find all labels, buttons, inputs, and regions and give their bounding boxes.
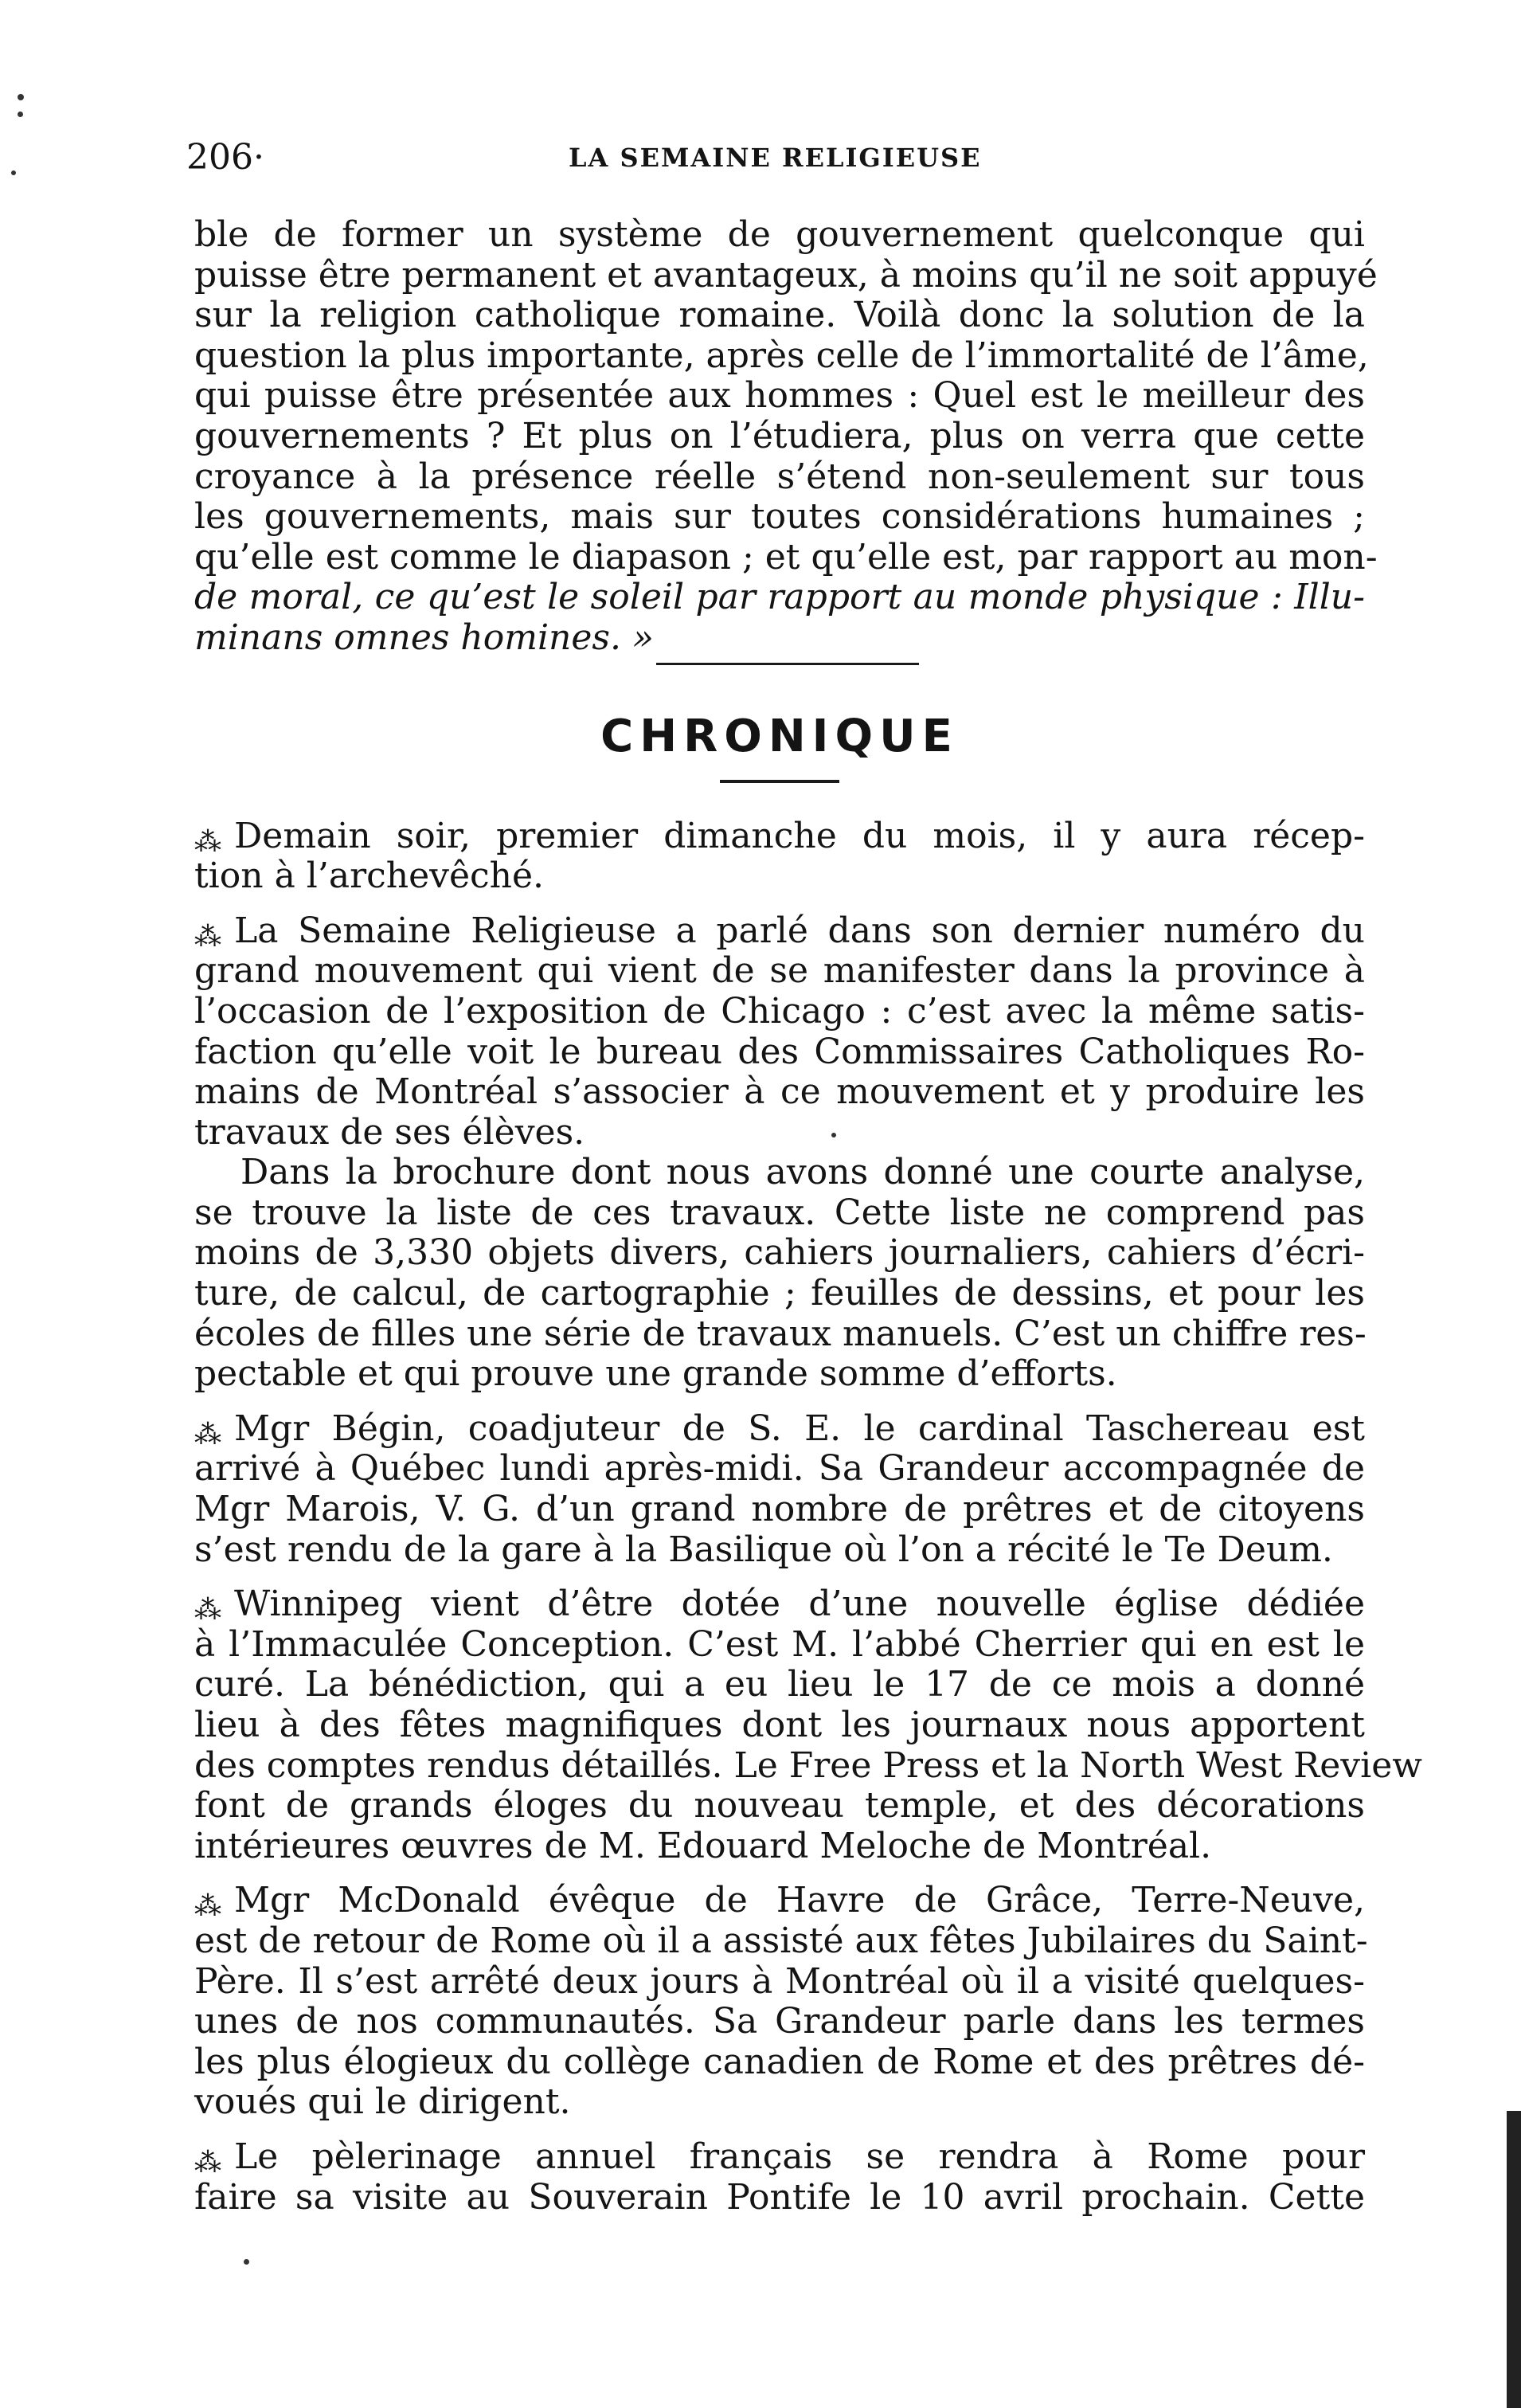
text-line xyxy=(194,816,1365,857)
page-number: 206· xyxy=(186,137,264,178)
running-head xyxy=(186,134,1365,182)
text-line: de moral, ce qu’est le soleil par rapport au monde physique : Illu- xyxy=(194,577,1365,618)
text-line: faire sa visite au Souverain Pontife le 10 avril prochain. Cette xyxy=(194,2176,1365,2218)
text-line: arrivé à Québec lundi après-midi. Sa Grandeur accompagnée de xyxy=(194,1448,1365,1490)
chronicle-paragraph xyxy=(194,1153,1365,1395)
text-line: intérieures œuvres de M. Edouard Meloche de Montréal. xyxy=(194,1825,1212,1866)
chronicle-item xyxy=(194,911,1365,1153)
asterism: ⁂ xyxy=(194,1890,218,1923)
text-line: font de grands éloges du nouveau temple, et des décorations xyxy=(194,1785,1365,1827)
text-line: Mgr Marois, V. G. d’un grand nombre de prêtres et de citoyens xyxy=(194,1489,1365,1530)
text-line: ture, de calcul, de cartographie ; feuilles de dessins, et pour les xyxy=(194,1273,1365,1314)
text-line: Dans la brochure dont nous avons donné une courte analyse, xyxy=(240,1152,1365,1193)
text-line: croyance à la présence réelle s’étend non-seulement sur tous xyxy=(194,456,1365,497)
text-line: se trouve la liste de ces travaux. Cette liste ne comprend pas xyxy=(194,1192,1365,1233)
section-rule xyxy=(720,780,839,783)
line-text: Demain soir, premier dimanche du mois, il y aura récep- xyxy=(234,815,1365,856)
chronicle-item xyxy=(194,2137,1365,2218)
text-line: mains de Montréal s’associer à ce mouvement et y produire les xyxy=(194,1071,1365,1113)
asterism: ⁂ xyxy=(194,825,218,858)
scan-edge-shadow xyxy=(1507,2111,1521,2408)
text-line: grand mouvement qui vient de se manifester dans la province à xyxy=(194,950,1365,992)
paragraph-gap xyxy=(194,2123,1365,2137)
scan-speck xyxy=(244,2259,249,2265)
asterism: ⁂ xyxy=(194,1594,218,1627)
text-line: faction qu’elle voit le bureau des Commissaires Catholiques Ro- xyxy=(194,1031,1365,1072)
opening-passage xyxy=(194,214,1378,659)
chronicle-item xyxy=(194,816,1365,897)
asterism: ⁂ xyxy=(194,920,218,953)
line-text: Le pèlerinage annuel français se rendra à Rome pour xyxy=(234,2136,1365,2177)
text-line: travaux de ses élèves. xyxy=(194,1111,585,1153)
scan-speck xyxy=(18,112,23,117)
text-line: ble de former un système de gouvernement quelconque qui xyxy=(194,214,1365,255)
text-line: unes de nos communautés. Sa Grandeur parle dans les termes xyxy=(194,2001,1365,2042)
scan-speck xyxy=(18,94,24,100)
text-line: Père. Il s’est arrêté deux jours à Montréal où il a visité quelques- xyxy=(194,1960,1365,2002)
text-line: pectable et qui prouve une grande somme d’efforts. xyxy=(194,1353,1117,1395)
text-line: question la plus importante, après celle de l’immortalité de l’âme, xyxy=(194,335,1369,376)
scan-speck xyxy=(831,1133,836,1137)
text-line: moins de 3,330 objets divers, cahiers journaliers, cahiers d’écri- xyxy=(194,1232,1365,1274)
text-line xyxy=(194,1584,1365,1625)
text-line: curé. La bénédiction, qui a eu lieu le 17 de ce mois a donné xyxy=(194,1664,1365,1705)
text-line xyxy=(194,1881,1365,1921)
text-line: minans omnes homines. » xyxy=(194,617,654,658)
end-rule xyxy=(656,663,919,665)
text-line: tion à l’archevêché. xyxy=(194,856,545,897)
line-text: Winnipeg vient d’être dotée d’une nouvelle église dédiée xyxy=(234,1584,1365,1625)
section-title: CHRONIQUE xyxy=(600,710,959,762)
text-line: est de retour de Rome où il a assisté aux fêtes Jubilaires du Saint- xyxy=(194,1920,1368,1961)
text-line: qui puisse être présentée aux hommes : Quel est le meilleur des xyxy=(194,375,1365,417)
text-line: sur la religion catholique romaine. Voilà donc la solution de la xyxy=(194,295,1365,336)
text-line xyxy=(194,911,1365,952)
chronicle-item xyxy=(194,1409,1365,1570)
chronicle-item xyxy=(194,1584,1422,1866)
text-line: l’occasion de l’exposition de Chicago : c’est avec la même satis- xyxy=(194,990,1365,1032)
quote-end-row xyxy=(194,618,1365,659)
text-line xyxy=(194,2137,1365,2178)
text-line: écoles de filles une série de travaux manuels. C’est un chiffre res- xyxy=(194,1313,1367,1354)
text-line: puisse être permanent et avantageux, à moins qu’il ne soit appuyé xyxy=(194,254,1378,296)
text-line: à l’Immaculée Conception. C’est M. l’abbé Cherrier qui en est le xyxy=(194,1623,1365,1665)
text-line: les gouvernements, mais sur toutes considérations humaines ; xyxy=(194,496,1365,538)
paragraph-gap xyxy=(194,1395,1365,1409)
paragraph-gap xyxy=(194,1570,1365,1584)
text-line xyxy=(194,1409,1365,1450)
text-line: voués qui le dirigent. xyxy=(194,2081,571,2123)
paragraph-gap xyxy=(194,897,1365,911)
running-title: LA SEMAINE RELIGIEUSE xyxy=(569,143,982,173)
line-text: La Semaine Religieuse a parlé dans son dernier numéro du xyxy=(234,910,1365,951)
text-line: des comptes rendus détaillés. Le Free Press et la North West Review xyxy=(194,1744,1422,1786)
line-text: Mgr McDonald évêque de Havre de Grâce, Terre-Neuve, xyxy=(234,1880,1365,1921)
text-line: qu’elle est comme le diapason ; et qu’elle est, par rapport au mon- xyxy=(194,536,1378,578)
line-text: Mgr Bégin, coadjuteur de S. E. le cardinal Taschereau est xyxy=(234,1408,1365,1449)
text-line: gouvernements ? Et plus on l’étudiera, plus on verra que cette xyxy=(194,415,1365,456)
text-line: lieu à des fêtes magnifiques dont les journaux nous apportent xyxy=(194,1705,1365,1745)
asterism: ⁂ xyxy=(194,1418,218,1451)
scan-speck xyxy=(11,170,16,175)
text-line: les plus élogieux du collège canadien de Rome et des prêtres dé- xyxy=(194,2041,1365,2082)
asterism: ⁂ xyxy=(194,2146,218,2179)
paragraph-gap xyxy=(194,1866,1365,1881)
text-line: s’est rendu de la gare à la Basilique où l’on a récité le Te Deum. xyxy=(194,1529,1333,1570)
chronicle-item xyxy=(194,1880,1368,2123)
text-column xyxy=(194,214,1422,2218)
